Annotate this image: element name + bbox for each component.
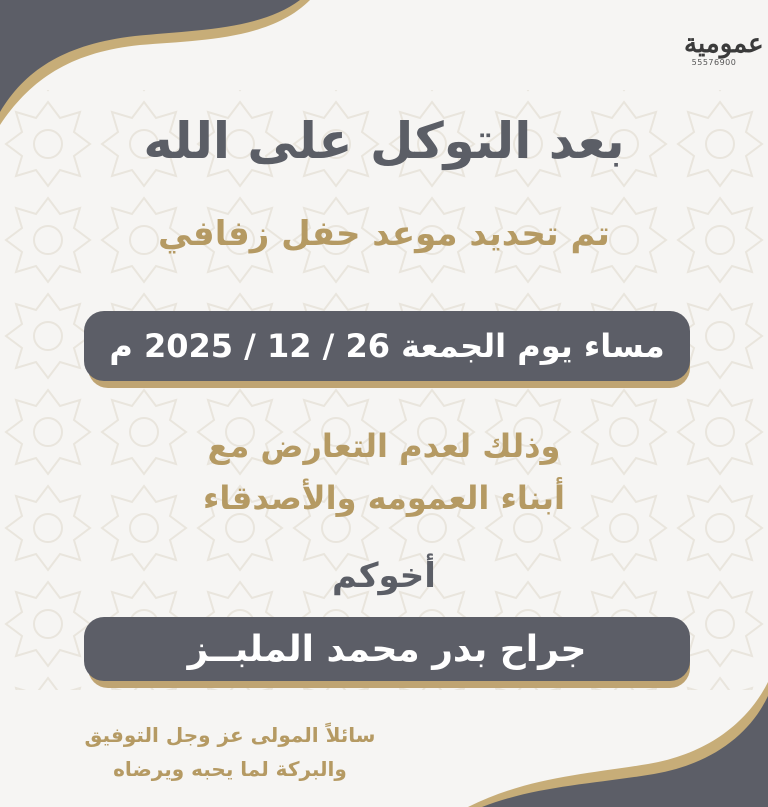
prayer-text <box>30 718 430 786</box>
groom-name: جراح بدر محمد الملبــز <box>84 617 690 681</box>
logo-number: 55576900 <box>691 58 737 67</box>
logo <box>684 29 764 67</box>
headline: بعد التوكل على الله <box>143 112 625 170</box>
top-left-corner-decoration <box>0 0 320 130</box>
prayer-line-1: سائلاً المولى عز وجل التوفيق <box>84 723 376 747</box>
reason-text <box>0 420 768 524</box>
name-banner <box>84 617 690 681</box>
bottom-right-corner-decoration <box>448 682 768 807</box>
subheadline: تم تحديد موعد حفل زفافي <box>158 214 610 254</box>
signoff-text: أخوكم <box>332 556 436 596</box>
date-banner <box>84 311 690 381</box>
reason-line-1: وذلك لعدم التعارض مع <box>207 427 561 465</box>
date-text: مساء يوم الجمعة 26 / 12 / 2025 م <box>84 311 690 381</box>
reason-line-2: أبناء العمومه والأصدقاء <box>203 479 565 517</box>
logo-mark: عمومية <box>684 29 764 59</box>
prayer-line-2: والبركة لما يحبه ويرضاه <box>113 757 347 781</box>
